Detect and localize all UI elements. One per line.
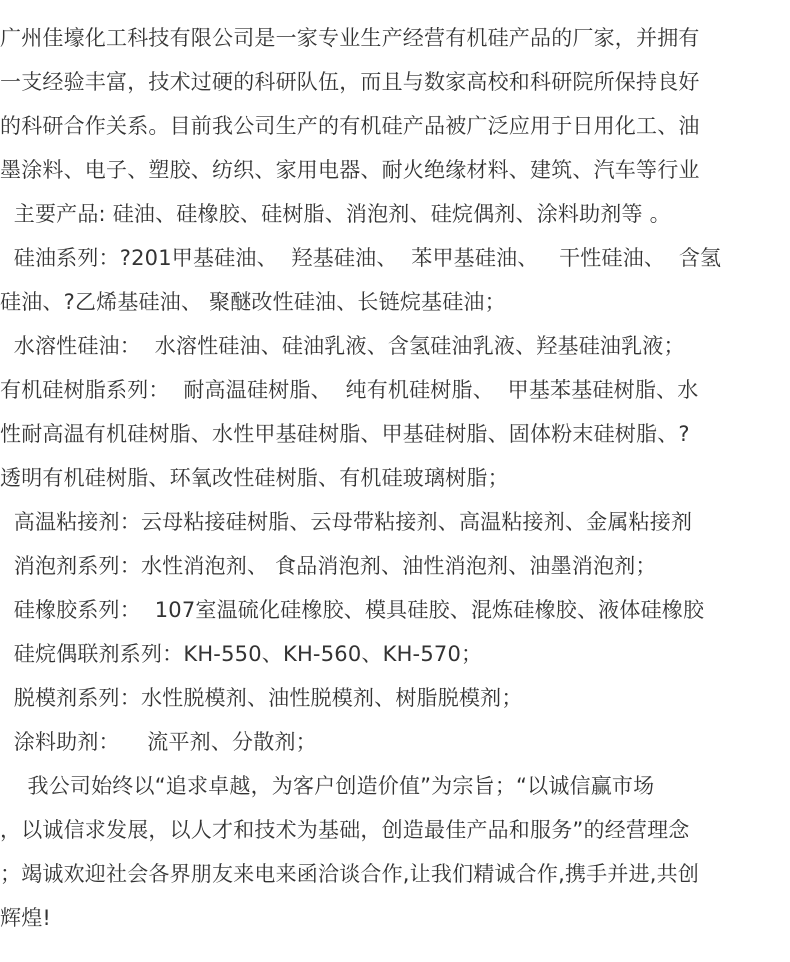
text-line: ，以诚信求发展，以人才和技术为基础，创造最佳产品和服务”的经营理念: [0, 818, 690, 842]
text-line: 广州佳壕化工科技有限公司是一家专业生产经营有机硅产品的厂家，并拥有: [0, 26, 700, 50]
text-line: 的科研合作关系。目前我公司生产的有机硅产品被广泛应用于日用化工、油: [0, 114, 700, 138]
text-line: 性耐高温有机硅树脂、水性甲基硅树脂、甲基硅树脂、固体粉末硅树脂、?: [0, 422, 690, 446]
text-line: 有机硅树脂系列： 耐高温硅树脂、 纯有机硅树脂、 甲基苯基硅树脂、水: [0, 378, 699, 402]
text-line: 主要产品: 硅油、硅橡胶、硅树脂、消泡剂、硅烷偶剂、涂料助剂等 。: [0, 202, 671, 226]
text-line: ；竭诚欢迎社会各界朋友来电来函洽谈合作,让我们精诚合作,携手并进,共创: [0, 862, 700, 886]
text-line: 我公司始终以“追求卓越，为客户创造价值”为宗旨；“以诚信赢市场: [0, 774, 655, 798]
text-line: 墨涂料、电子、塑胶、纺织、家用电器、耐火绝缘材料、建筑、汽车等行业: [0, 158, 700, 182]
text-line: 水溶性硅油： 水溶性硅油、硅油乳液、含氢硅油乳液、羟基硅油乳液；: [0, 334, 685, 358]
text-line: 透明有机硅树脂、环氧改性硅树脂、有机硅玻璃树脂；: [0, 466, 509, 490]
text-line: 硅油、?乙烯基硅油、 聚醚改性硅油、长链烷基硅油；: [0, 290, 506, 314]
text-line: 脱模剂系列：水性脱模剂、油性脱模剂、树脂脱模剂；: [0, 686, 523, 710]
text-line: 涂料助剂： 流平剂、分散剂；: [0, 730, 317, 754]
text-line: 硅油系列：?201甲基硅油、 羟基硅油、 苯甲基硅油、 干性硅油、 含氢: [0, 246, 722, 270]
text-line: 硅橡胶系列： 107室温硫化硅橡胶、模具硅胶、混炼硅橡胶、液体硅橡胶: [0, 598, 705, 622]
text-line: 辉煌!: [0, 906, 52, 930]
text-line: 消泡剂系列：水性消泡剂、 食品消泡剂、油性消泡剂、油墨消泡剂；: [0, 554, 657, 578]
text-line: 一支经验丰富，技术过硬的科研队伍，而且与数家高校和科研院所保持良好: [0, 70, 700, 94]
text-line: 硅烷偶联剂系列：KH-550、KH-560、KH-570；: [0, 642, 483, 666]
text-line: 高温粘接剂：云母粘接硅树脂、云母带粘接剂、高温粘接剂、金属粘接剂: [0, 510, 693, 534]
